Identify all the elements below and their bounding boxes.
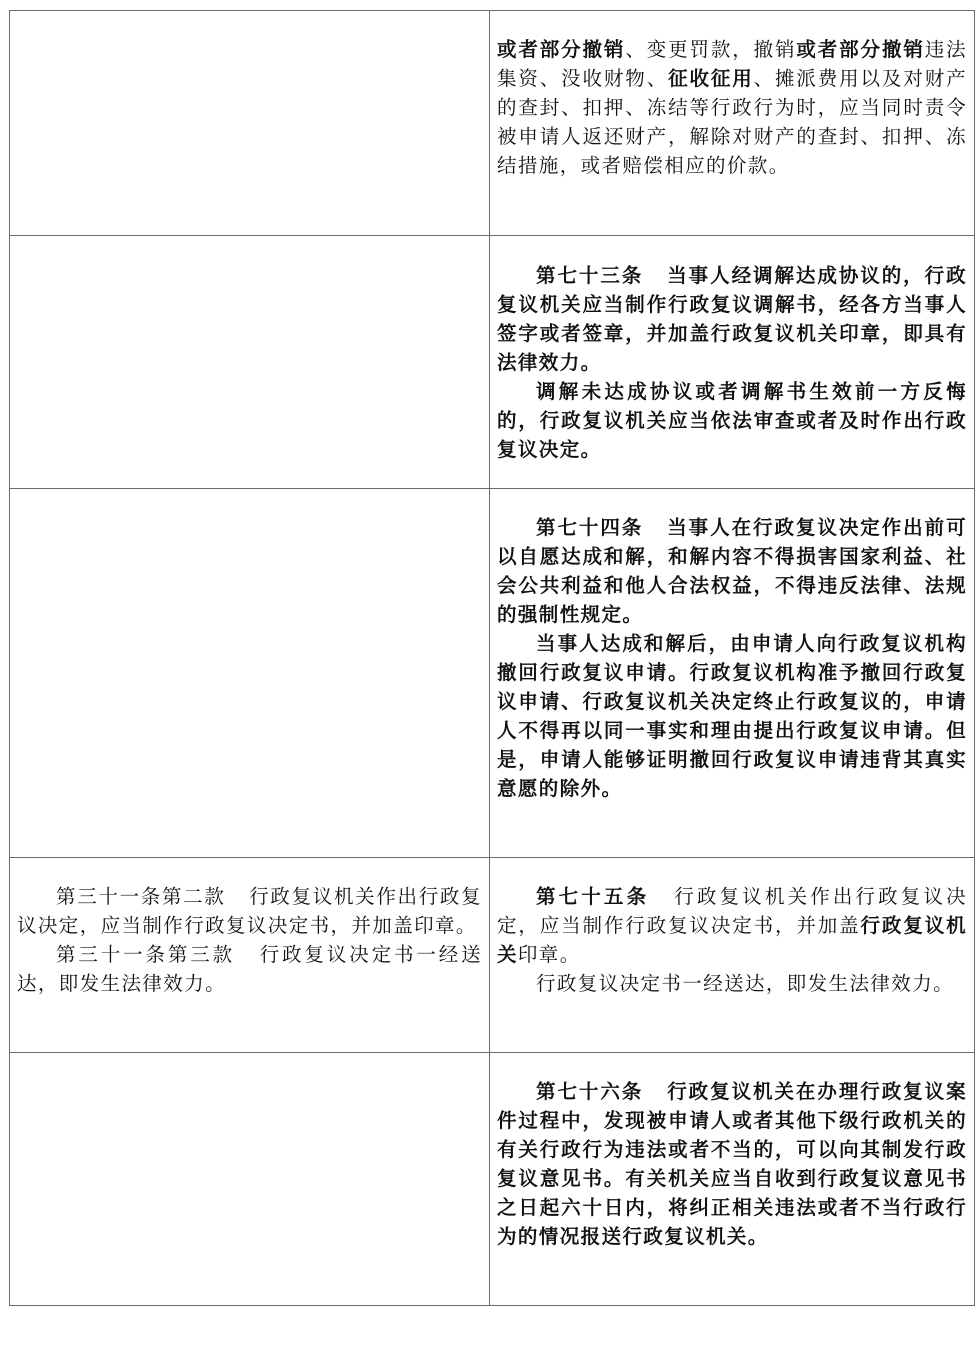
table-row: [10, 489, 975, 858]
article-reference: 第三十一条第三款: [56, 943, 235, 966]
table-row: [10, 11, 975, 236]
text-run: 行政复议决定书一经送达，即发生法律效力。: [536, 972, 955, 995]
article-number: 第七十五条: [536, 885, 650, 908]
provision-paragraph: [497, 969, 967, 998]
right-cell: [490, 236, 975, 489]
article-number: 第七十三条: [536, 264, 644, 287]
provision-paragraph: [17, 882, 482, 940]
provision-paragraph: [17, 940, 482, 998]
text-run: 、变更罚款，撤销: [625, 38, 797, 61]
table-row: [10, 236, 975, 489]
right-cell: [490, 858, 975, 1053]
text-run-bold: 当事人经调解达成协议的，行政复议机关应当制作行政复议调解书，经各方当事人签字或者签章，并加盖行政复议机关印章，即具有法律效力。: [497, 264, 967, 374]
comparison-table: [9, 10, 975, 1306]
provision-paragraph: [497, 513, 967, 629]
table-row: [10, 1053, 975, 1306]
text-run-bold: 部分撤销: [539, 38, 626, 61]
text-run-bold: 或者部分撤销: [796, 38, 925, 61]
left-cell: [10, 489, 490, 858]
article-reference: 第三十一条第二款: [56, 885, 226, 908]
text-run: 或者: [497, 38, 540, 61]
left-cell: [10, 1053, 490, 1306]
provision-paragraph: [497, 629, 967, 803]
text-run: 违法集资、没收财物、: [497, 38, 968, 90]
left-cell: [10, 858, 490, 1053]
text-run: 行政复议机关作出行政复议决定，应当制作行政复议决定书，并加盖: [497, 885, 967, 937]
text-run-bold: 征收征用: [668, 67, 754, 90]
article-number: 第七十四条: [536, 516, 644, 539]
provision-paragraph: [497, 377, 967, 464]
provision-paragraph: [497, 261, 967, 377]
text-run: 行政复议决定书一经送达，即发生法律效力。: [17, 943, 482, 995]
provision-paragraph: [497, 882, 967, 969]
text-run-bold: 当事人达成和解后，由申请人向行政复议机构撤回行政复议申请。行政复议机构准予撤回行政复议申请、行政复议机关决定终止行政复议的，申请人不得再以同一事实和理由提出行政复议申请。但是，申请人能够证明撤回行政复议申请违背其真实意愿的除外。: [497, 632, 967, 800]
table-row: [10, 858, 975, 1053]
text-run: 、摊派费用以及对财产的查封、扣押、冻结等行政行为时，应当同时责令被申请人返还财产，解除对财产的查封、扣押、冻结措施，或者赔偿相应的价款。: [497, 67, 967, 177]
text-run-bold: 行政复议机关: [497, 914, 967, 966]
provision-paragraph: [497, 1077, 967, 1251]
right-cell: [490, 1053, 975, 1306]
left-cell: [10, 236, 490, 489]
right-cell: [490, 11, 975, 236]
text-run: 行政复议机关作出行政复议决定，应当制作行政复议决定书，并加盖印章。: [17, 885, 483, 937]
provision-paragraph: [497, 35, 967, 180]
text-run-bold: 调解未达成协议或者调解书生效前一方反悔的，行政复议机关应当依法审查或者及时作出行政复议决定。: [497, 380, 967, 461]
right-cell: [490, 489, 975, 858]
text-run-bold: 行政复议机关在办理行政复议案件过程中，发现被申请人或者其他下级行政机关的有关行政行为违法或者不当的，可以向其制发行政复议意见书。有关机关应当自收到行政复议意见书之日起六十日内，将纠正相关违法或者不当行政行为的情况报送行政复议机关。: [497, 1080, 967, 1248]
text-run-bold: 当事人在行政复议决定作出前可以自愿达成和解，和解内容不得损害国家利益、社会公共利益和他人合法权益，不得违反法律、法规的强制性规定。: [497, 516, 967, 626]
left-cell: [10, 11, 490, 236]
text-run: 印章。: [517, 943, 581, 966]
article-number: 第七十六条: [536, 1080, 644, 1103]
